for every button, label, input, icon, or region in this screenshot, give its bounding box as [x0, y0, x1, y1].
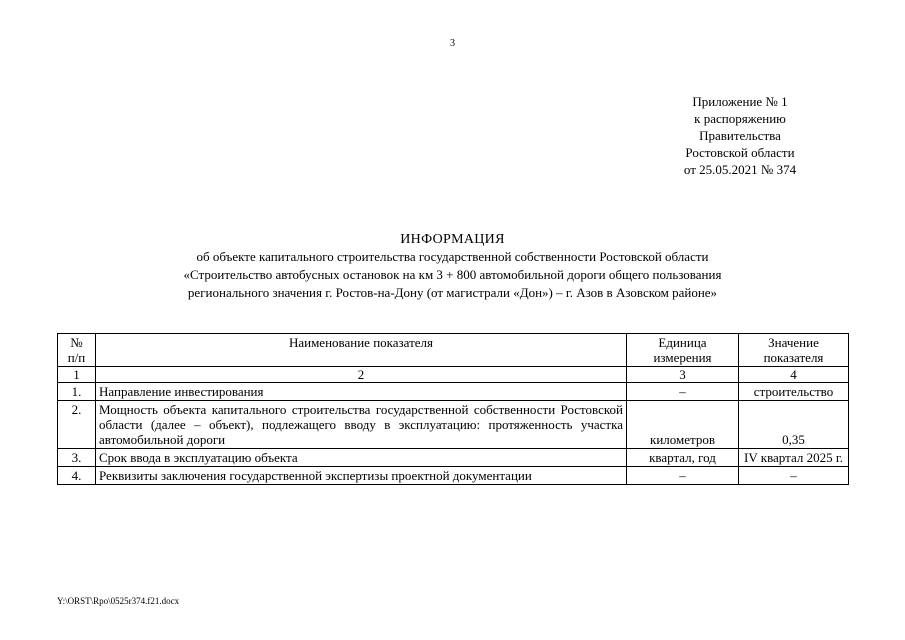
header-num-line-2: п/п [67, 350, 86, 365]
row-value: 0,35 [739, 401, 849, 449]
row-unit: – [627, 383, 739, 401]
appendix-line-5: от 25.05.2021 № 374 [683, 162, 797, 177]
row-num: 3. [58, 449, 96, 467]
column-number: 2 [96, 367, 627, 383]
page-number: 3 [450, 38, 455, 49]
appendix-line-4: Ростовской области [685, 145, 795, 160]
row-value: – [739, 467, 849, 485]
header-num-line-1: № [70, 335, 83, 350]
header-value-line-2: показателя [763, 350, 824, 365]
table-header-row [58, 334, 849, 367]
row-name: Направление инвестирования [96, 383, 627, 401]
info-table [57, 333, 849, 485]
row-unit: – [627, 467, 739, 485]
header-value [739, 334, 849, 367]
document-title: ИНФОРМАЦИЯ [400, 232, 505, 247]
row-name: Реквизиты заключения государственной экспертизы проектной документации [96, 467, 627, 485]
document-heading [0, 232, 905, 302]
appendix-line-3: Правительства [699, 128, 781, 143]
heading-line-2: «Строительство автобусных остановок на км 3 + 800 автомобильной дороги общего пользования [183, 267, 722, 282]
table-row [58, 383, 849, 401]
header-unit-line-1: Единица [658, 335, 707, 350]
column-number: 4 [739, 367, 849, 383]
column-number: 3 [627, 367, 739, 383]
header-unit [627, 334, 739, 367]
header-num [58, 334, 96, 367]
header-unit-line-2: измерения [653, 350, 712, 365]
row-value: строительство [739, 383, 849, 401]
row-name: Срок ввода в эксплуатацию объекта [96, 449, 627, 467]
column-numbers-row [58, 367, 849, 383]
row-unit: квартал, год [627, 449, 739, 467]
row-num: 4. [58, 467, 96, 485]
row-num: 2. [58, 401, 96, 449]
table-row [58, 467, 849, 485]
header-name: Наименование показателя [96, 334, 627, 367]
appendix-block [660, 93, 820, 178]
appendix-line-1: Приложение № 1 [692, 94, 788, 109]
row-unit: километров [627, 401, 739, 449]
table-row [58, 401, 849, 449]
heading-line-1: об объекте капитального строительства государственной собственности Ростовской области [196, 249, 709, 264]
appendix-line-2: к распоряжению [694, 111, 786, 126]
heading-line-3: регионального значения г. Ростов-на-Дону (от магистрали «Дон») – г. Азов в Азовском районе» [187, 285, 718, 300]
column-number: 1 [58, 367, 96, 383]
row-value: IV квартал 2025 г. [739, 449, 849, 467]
row-name: Мощность объекта капитального строительства государственной собственности Ростовской области (далее – объект), подлежащего вводу в эксплуатацию: протяженность участка автомобильной дороги [96, 401, 627, 449]
header-value-line-1: Значение [768, 335, 819, 350]
row-num: 1. [58, 383, 96, 401]
table-row [58, 449, 849, 467]
footer-file-path: Y:\ORST\Rpo\0525r374.f21.docx [57, 596, 180, 606]
